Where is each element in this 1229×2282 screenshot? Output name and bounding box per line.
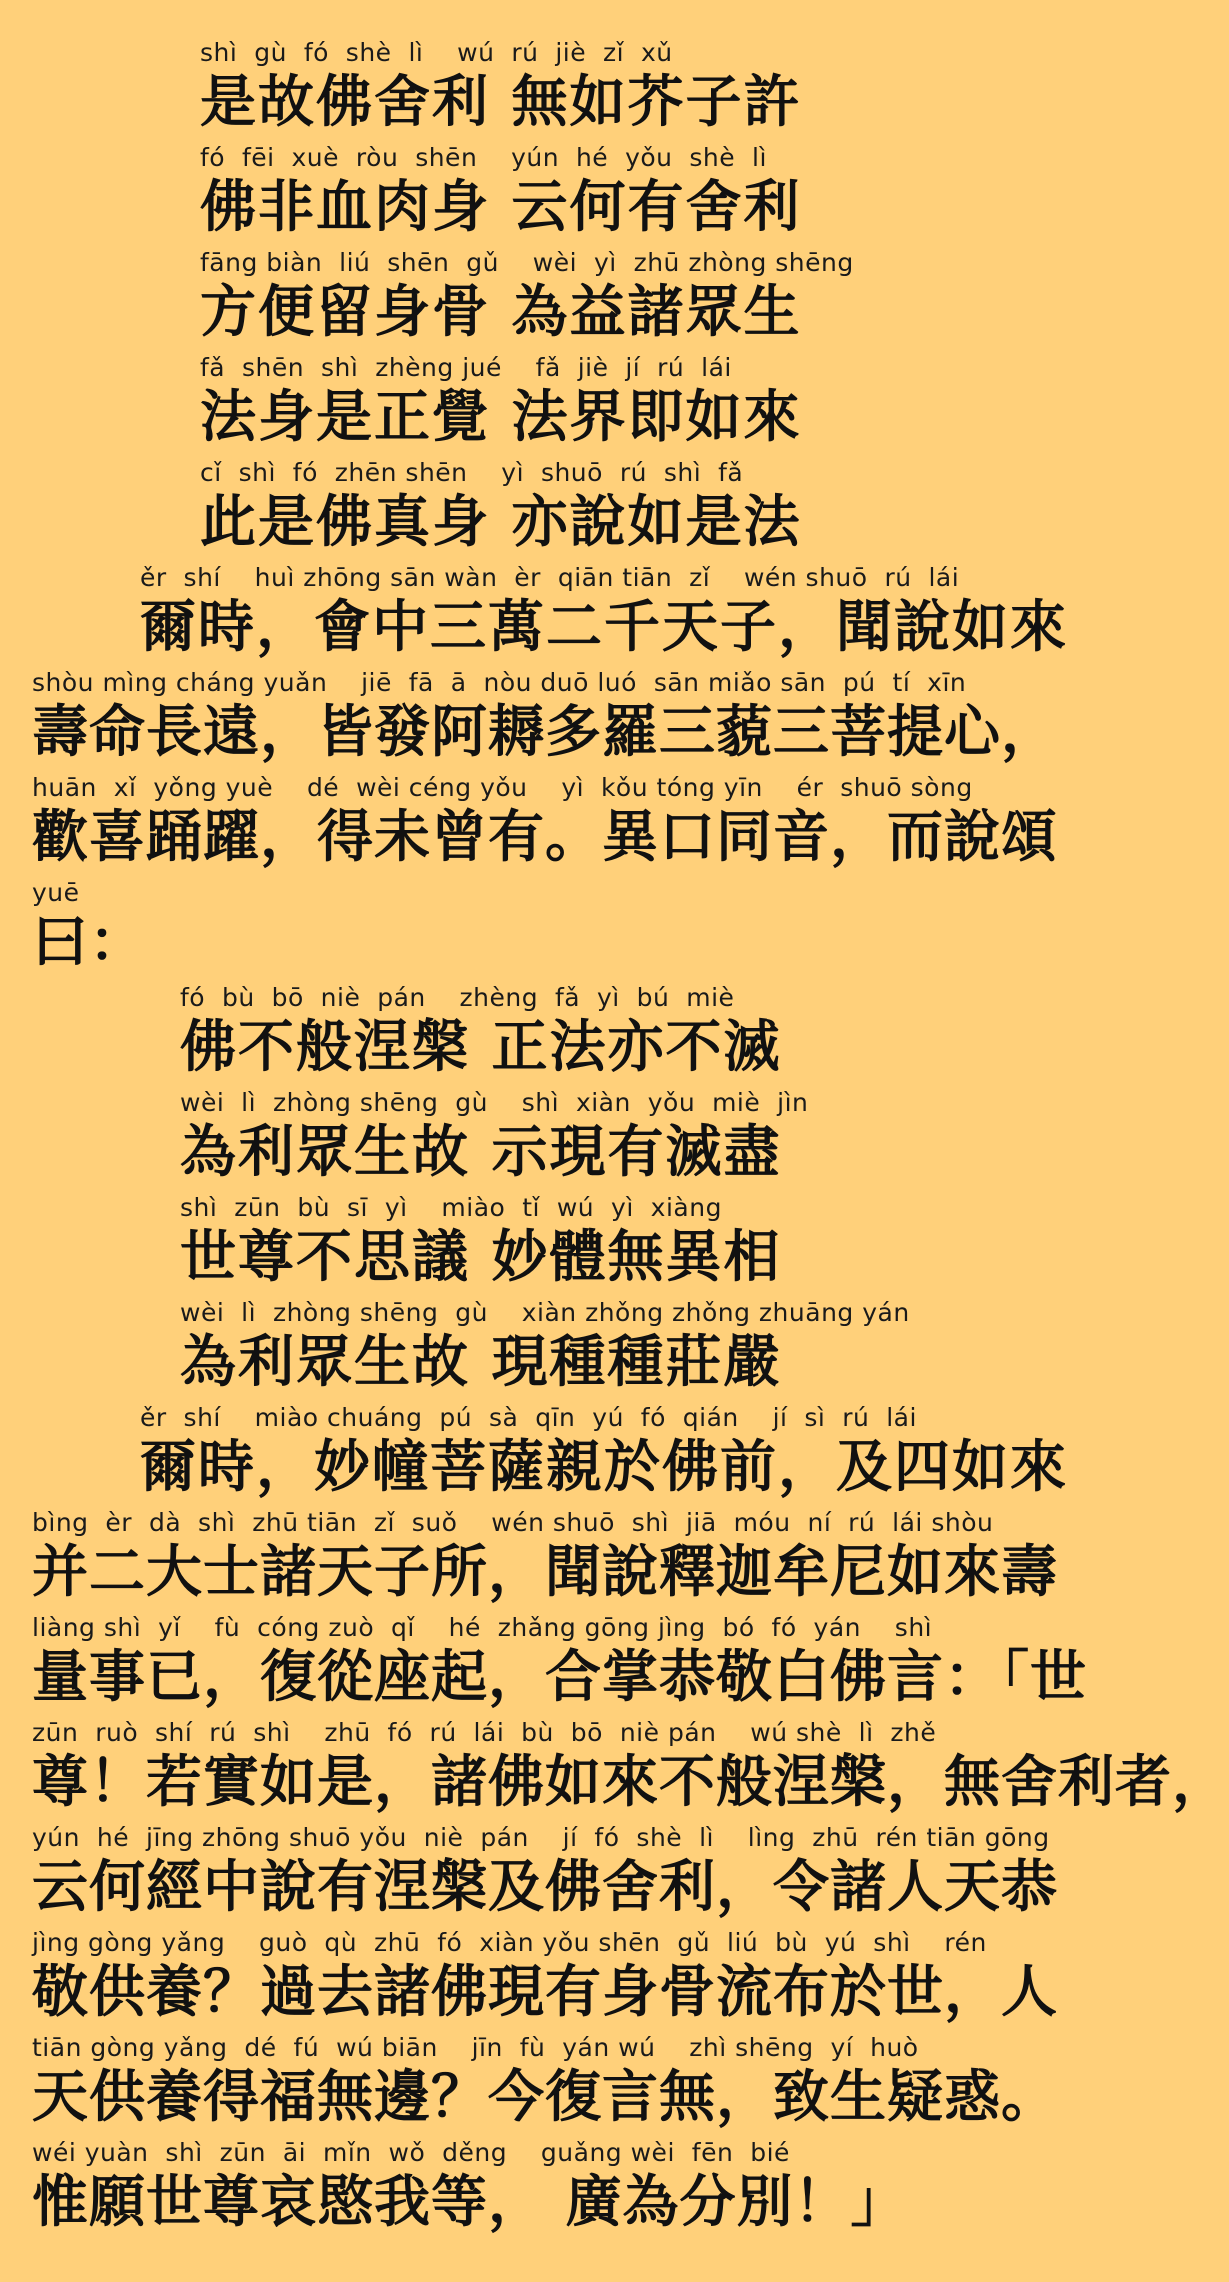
prose-line-10 bbox=[0, 1928, 1080, 2033]
prose-line-12 bbox=[0, 2138, 1080, 2243]
pinyin-row: wèi lì zhòng shēng gù xiàn zhǒng zhǒng zhuāng yán bbox=[180, 1298, 910, 1327]
prose-line-11 bbox=[0, 2033, 1080, 2138]
hanzi-row: 量事已，復從座起，合掌恭敬白佛言：「世 bbox=[32, 1645, 1087, 1710]
prose-line-5 bbox=[0, 1403, 1080, 1508]
pinyin-row: fǎ shēn shì zhèng jué fǎ jiè jí rú lái bbox=[200, 353, 732, 382]
pinyin-row: fāng biàn liú shēn gǔ wèi yì zhū zhòng shēng bbox=[200, 248, 854, 277]
hanzi-row: 天供養得福無邊？今復言無，致生疑惑。 bbox=[32, 2065, 1058, 2130]
prose-line-7 bbox=[0, 1613, 1087, 1718]
pinyin-row: shòu mìng cháng yuǎn jiē fā ā nòu duō luó sān miǎo sān pú tí xīn bbox=[32, 668, 967, 697]
hanzi-row: 此是佛真身 亦說如是法 bbox=[200, 490, 802, 555]
hanzi-row: 惟願世尊哀愍我等， 廣為分別！」 bbox=[32, 2170, 908, 2235]
prose-line-6 bbox=[0, 1508, 1080, 1613]
prose-line-1 bbox=[0, 563, 1080, 668]
hanzi-row: 法身是正覺 法界即如來 bbox=[200, 385, 802, 450]
pinyin-row: tiān gòng yǎng dé fú wú biān jīn fù yán wú zhì shēng yí huò bbox=[32, 2033, 919, 2062]
pinyin-row: ěr shí huì zhōng sān wàn èr qiān tiān zǐ wén shuō rú lái bbox=[140, 563, 960, 592]
hanzi-row: 方便留身骨 為益諸眾生 bbox=[200, 280, 802, 345]
hanzi-row: 爾時，妙幢菩薩親於佛前，及四如來 bbox=[140, 1435, 1068, 1500]
pinyin-row: ěr shí miào chuáng pú sà qīn yú fó qián jí sì rú lái bbox=[140, 1403, 917, 1432]
hanzi-row: 云何經中說有涅槃及佛舍利，令諸人天恭 bbox=[32, 1855, 1058, 1920]
pinyin-row: yún hé jīng zhōng shuō yǒu niè pán jí fó shè lì lìng zhū rén tiān gōng bbox=[32, 1823, 1050, 1852]
hanzi-row: 曰： bbox=[32, 910, 146, 975]
verse-line-6 bbox=[0, 983, 1080, 1088]
verse-line-2 bbox=[0, 143, 1080, 248]
hanzi-row: 壽命長遠，皆發阿耨多羅三藐三菩提心， bbox=[32, 700, 1058, 765]
hanzi-row: 爾時，會中三萬二千天子，聞說如來 bbox=[140, 595, 1068, 660]
prose-line-2 bbox=[0, 668, 1080, 773]
pinyin-row: wèi lì zhòng shēng gù shì xiàn yǒu miè jìn bbox=[180, 1088, 809, 1117]
hanzi-row: 佛非血肉身 云何有舍利 bbox=[200, 175, 802, 240]
verse-line-7 bbox=[0, 1088, 1080, 1193]
verse-line-4 bbox=[0, 353, 1080, 458]
pinyin-row: liàng shì yǐ fù cóng zuò qǐ hé zhǎng gōng jìng bó fó yán shì bbox=[32, 1613, 933, 1642]
verse-line-9 bbox=[0, 1298, 1080, 1403]
prose-line-4 bbox=[0, 878, 1080, 983]
verse-line-3 bbox=[0, 248, 1080, 353]
hanzi-row: 敬供養？過去諸佛現有身骨流布於世，人 bbox=[32, 1960, 1058, 2025]
pinyin-row: bìng èr dà shì zhū tiān zǐ suǒ wén shuō shì jiā móu ní rú lái shòu bbox=[32, 1508, 994, 1537]
pinyin-row: cǐ shì fó zhēn shēn yì shuō rú shì fǎ bbox=[200, 458, 744, 487]
pinyin-row: fó bù bō niè pán zhèng fǎ yì bú miè bbox=[180, 983, 735, 1012]
pinyin-row: shì zūn bù sī yì miào tǐ wú yì xiàng bbox=[180, 1193, 722, 1222]
pinyin-row: wéi yuàn shì zūn āi mǐn wǒ děng guǎng wèi fēn bié bbox=[32, 2138, 790, 2167]
hanzi-row: 世尊不思議 妙體無異相 bbox=[180, 1225, 782, 1290]
pinyin-row: jìng gòng yǎng guò qù zhū fó xiàn yǒu shēn gǔ liú bù yú shì rén bbox=[32, 1928, 987, 1957]
prose-line-3 bbox=[0, 773, 1080, 878]
hanzi-row: 為利眾生故 示現有滅盡 bbox=[180, 1120, 782, 1185]
hanzi-row: 歡喜踊躍，得未曾有。異口同音，而說頌 bbox=[32, 805, 1058, 870]
hanzi-row: 佛不般涅槃 正法亦不滅 bbox=[180, 1015, 782, 1080]
hanzi-row: 并二大士諸天子所，聞說釋迦牟尼如來壽 bbox=[32, 1540, 1058, 1605]
prose-line-9 bbox=[0, 1823, 1080, 1928]
hanzi-row: 尊！若實如是，諸佛如來不般涅槃，無舍利者， bbox=[32, 1750, 1229, 1815]
pinyin-row: huān xǐ yǒng yuè dé wèi céng yǒu yì kǒu tóng yīn ér shuō sòng bbox=[32, 773, 973, 802]
verse-line-1 bbox=[0, 38, 1080, 143]
pinyin-row: zūn ruò shí rú shì zhū fó rú lái bù bō niè pán wú shè lì zhě bbox=[32, 1718, 937, 1747]
hanzi-row: 是故佛舍利 無如芥子許 bbox=[200, 70, 802, 135]
verse-line-5 bbox=[0, 458, 1080, 563]
verse-line-8 bbox=[0, 1193, 1080, 1298]
pinyin-row: yuē bbox=[32, 878, 80, 907]
pinyin-row: fó fēi xuè ròu shēn yún hé yǒu shè lì bbox=[200, 143, 767, 172]
prose-line-8 bbox=[0, 1718, 1229, 1823]
pinyin-row: shì gù fó shè lì wú rú jiè zǐ xǔ bbox=[200, 38, 673, 67]
hanzi-row: 為利眾生故 現種種莊嚴 bbox=[180, 1330, 782, 1395]
